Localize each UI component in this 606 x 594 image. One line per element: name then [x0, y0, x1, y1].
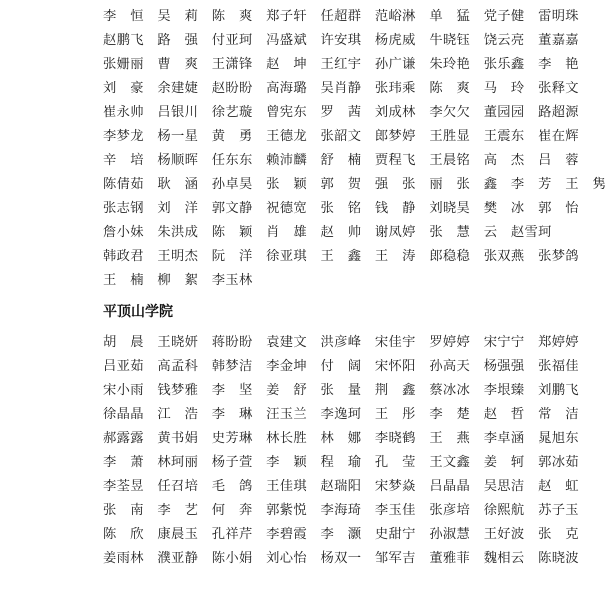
name-row: 张姗丽 曹 爽 王潇锋 赵 坤 王红宇 孙广谦 朱玲艳 张乐鑫 李 艳 [103, 57, 579, 72]
name-row: 胡 晨 王晓妍 蒋盼盼 袁建文 洪彦峰 宋佳宇 罗婷婷 宋宁宁 郑婷婷 [103, 335, 579, 350]
name-row: 张 南 李 艺 何 奔 郭紫悦 李海琦 李玉佳 张彦培 徐熙航 苏子玉 [103, 503, 579, 518]
name-row: 王 楠 柳 絮 李玉林 [103, 273, 253, 288]
name-row: 陈倩茹 耿 涵 孙卓昊 张 颖 郭 贺 强 张 丽 张 鑫 李 芳 王 隽 [103, 177, 606, 192]
name-row: 辛 培 杨顺晖 任东东 赖沛麟 舒 楠 贾程飞 王晨铭 高 杰 吕 蓉 [103, 153, 579, 168]
section-title-pingdingshan-university: 平顶山学院 [103, 304, 173, 320]
name-row: 陈 欣 康晨玉 孔祥芹 李碧霞 李 灏 史甜宁 孙淑慧 王好波 张 克 [103, 527, 579, 542]
name-list-section-pingdingshan [103, 331, 579, 571]
name-row: 吕亚茹 高孟科 韩梦洁 李金坤 付 阔 宋怀阳 孙高天 杨强强 张福佳 [103, 359, 579, 374]
name-row: 赵鹏飞 路 强 付亚珂 冯盛斌 许安琪 杨虎威 牛晓钰 饶云亮 董嘉嘉 [103, 33, 579, 48]
name-row: 李梦龙 杨一星 黄 勇 王德龙 张韶文 郎梦婷 王胜显 王震东 崔在辉 [103, 129, 579, 144]
name-row: 姜雨林 濮亚静 陈小娟 刘心怡 杨双一 邹军吉 董雅菲 魏相云 陈晓波 [103, 551, 579, 566]
name-row: 崔永帅 吕银川 徐艺璇 曾宪东 罗 茜 刘成林 李欠欠 董园园 路超源 [103, 105, 579, 120]
name-row: 宋小雨 钱梦雅 李 坚 姜 舒 张 量 荆 鑫 蔡冰冰 李垠臻 刘鹏飞 [103, 383, 579, 398]
name-row: 李 萧 林珂丽 杨子萱 李 颖 程 瑜 孔 莹 王文鑫 姜 轲 郭冰茹 [103, 455, 579, 470]
name-row: 张志钢 刘 洋 郭文静 祝德宽 张 铭 钱 静 刘晓昊 樊 冰 郭 怡 [103, 201, 579, 216]
name-row: 詹小妹 朱洪成 陈 颖 肖 雄 赵 帅 谢凤婷 张 慧 云 赵雪珂 [103, 225, 552, 240]
name-row: 郝露露 黄书娟 史芳琳 林长胜 林 娜 李晓鹤 王 燕 李卓涵 晁旭东 [103, 431, 579, 446]
name-list-section-continued [103, 5, 606, 293]
name-row: 刘 豪 余建婕 赵盼盼 高海璐 吴肖静 张玮乘 陈 爽 马 玲 张释文 [103, 81, 579, 96]
name-row: 李荃昱 任召培 毛 鸽 王佳琪 赵瑞阳 宋梦焱 吕晶晶 吴思洁 赵 虹 [103, 479, 579, 494]
name-row: 李 恒 吴 莉 陈 爽 郑子轩 任超群 范峪淋 单 猛 党子健 雷明珠 [103, 9, 579, 24]
name-row: 徐晶晶 江 浩 李 琳 汪玉兰 李逸珂 王 彤 李 楚 赵 哲 常 洁 [103, 407, 579, 422]
name-row: 韩政君 王明杰 阮 洋 徐亚琪 王 鑫 王 涛 郎稳稳 张双燕 张梦鸽 [103, 249, 579, 264]
